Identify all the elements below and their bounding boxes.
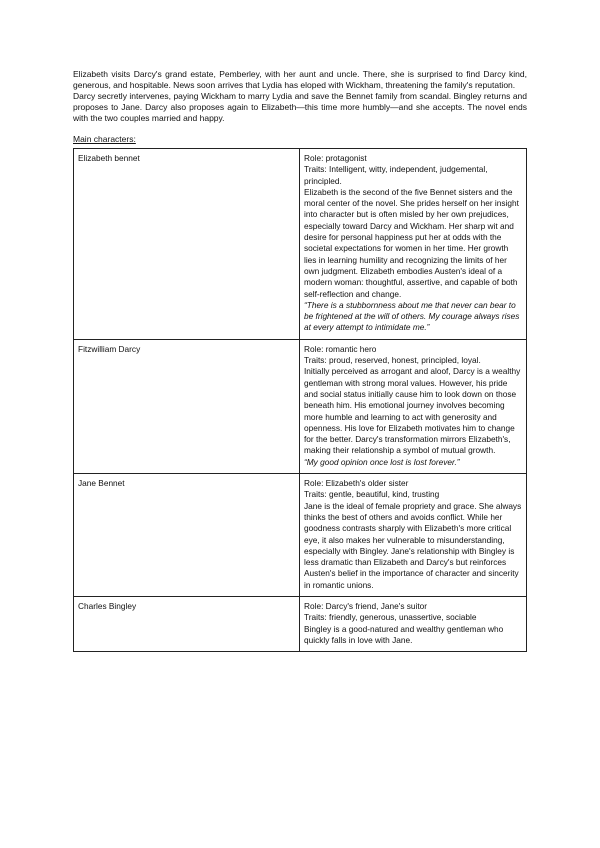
synopsis-paragraph: Elizabeth visits Darcy's grand estate, Pemberley, with her aunt and uncle. There, she is surprised to find Darcy kind, generous, and hospitable. News soon arrives that Lydia has eloped with Wickham, threatening the family's reputation. (73, 69, 527, 90)
character-traits: Traits: gentle, beautiful, kind, trusting (304, 489, 440, 500)
character-role: Role: protagonist (304, 153, 367, 163)
character-name: Fitzwilliam Darcy (74, 339, 300, 473)
table-row (74, 149, 527, 340)
character-traits: Traits: Intelligent, witty, independent, judgemental, principled. (304, 164, 488, 186)
character-description: Bingley is a good-natured and wealthy gentleman who quickly falls in love with Jane. (304, 623, 504, 645)
table-row (74, 339, 527, 473)
characters-table (73, 148, 527, 652)
document-page (73, 69, 527, 652)
character-quote: “My good opinion once lost is lost forever.” (304, 456, 460, 467)
main-characters-heading: Main characters: (73, 134, 136, 144)
character-description: Jane is the ideal of female propriety and grace. She always thinks the best of others and avoids conflict. While her goodness contrasts sharply with Elizabeth's more critical eye, it also makes her vulnerable to misunderstanding, especially with Bingley. Jane's relationship with Bingley is less dramatic than Elizabeth and Darcy's but reinforces Austen's belief in the importance of character and sincerity in romantic unions. (304, 500, 522, 590)
character-details (300, 596, 527, 651)
character-description: Elizabeth is the second of the five Bennet sisters and the moral center of the novel. She prides herself on her insight into character but is often misled by her own prejudices, especially toward Darcy and Wickham. Her sharp wit and desire for personal happiness put her at odds with the societal expectations for women in her time. Her growth lies in learning humility and recognizing the limits of her own judgment. Elizabeth embodies Austen's ideal of a modern woman: thoughtful, assertive, and capable of both self-reflection and change. (304, 186, 519, 299)
character-role: Role: Darcy's friend, Jane's suitor (304, 600, 428, 611)
character-name: Jane Bennet (74, 474, 300, 597)
character-details (300, 149, 527, 340)
table-row (74, 596, 527, 651)
character-description: Initially perceived as arrogant and aloof, Darcy is a wealthy gentleman with strong moral values. However, his pride and social status initially cause him to look down on those beneath him. His emotional journey involves becoming more humble and learning to act with generosity and openness. His love for Elizabeth motivates him to change for the better. Darcy's transformation mirrors Elizabeth's, making their relationship a symbol of mutual growth. (304, 366, 521, 456)
character-details (300, 339, 527, 473)
character-name: Elizabeth bennet (74, 149, 300, 340)
character-role: Role: romantic hero (304, 343, 377, 354)
character-details (300, 474, 527, 597)
character-quote: “There is a stubbornness about me that never can bear to be frightened at the will of others. My courage always rises at every attempt to intimidate me.” (304, 299, 520, 333)
character-role: Role: Elizabeth's older sister (304, 478, 409, 489)
synopsis-section (73, 69, 527, 124)
character-name: Charles Bingley (74, 596, 300, 651)
character-traits: Traits: proud, reserved, honest, principled, loyal. (304, 355, 481, 366)
synopsis-paragraph: Darcy secretly intervenes, paying Wickham to marry Lydia and save the Bennet family from scandal. Bingley returns and proposes to Jane. Darcy also proposes again to Elizabeth—this time more humbly—and she accepts. The novel ends with the two couples married and happy. (73, 91, 527, 123)
character-traits: Traits: friendly, generous, unassertive, sociable (304, 612, 477, 623)
table-row (74, 474, 527, 597)
